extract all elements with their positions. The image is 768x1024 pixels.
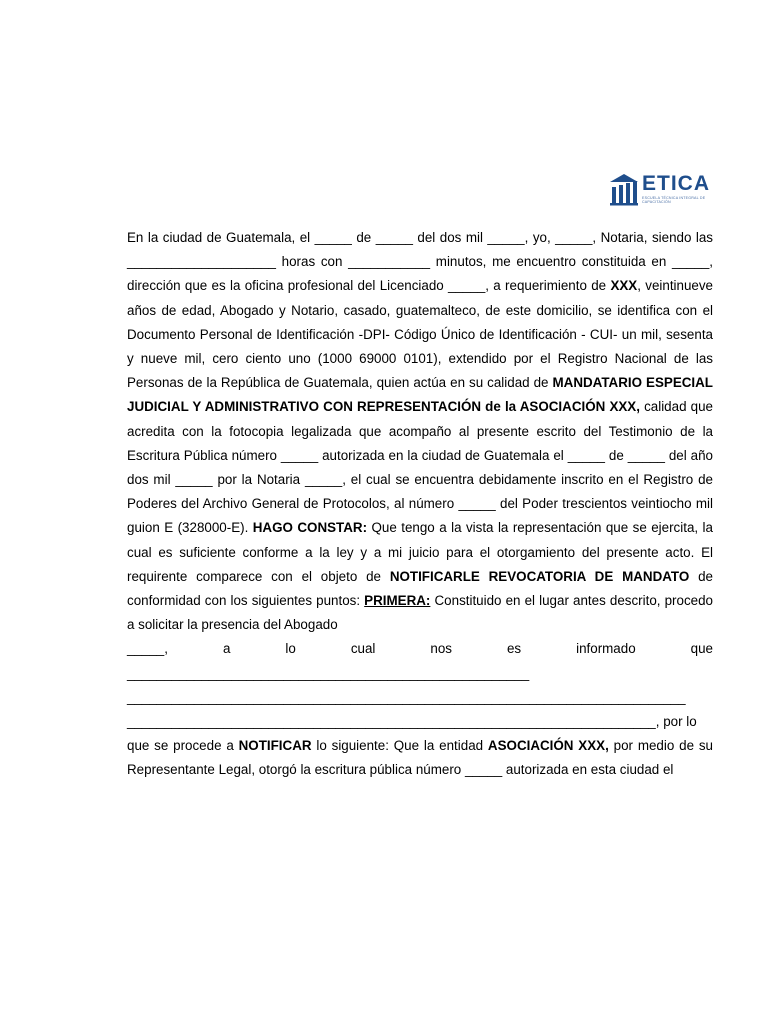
- text-segment: Que tengo a la vista la representación que se ejercita, la cual es suficiente conforme a la ley y a mi juicio para el otorgamiento del presente acto. El requirente comparece con el objeto de: [127, 520, 713, 584]
- document-body: [127, 226, 713, 783]
- logo-wordmark: ETICA: [642, 172, 710, 195]
- text-segment: Constituido en el lugar antes descrito, procedo a solicitar la presencia del Abogado: [127, 593, 713, 633]
- etica-logo: [609, 170, 717, 210]
- blank-line: _______________________________________________________________________, por lo: [127, 714, 697, 730]
- notificarle-bold: NOTIFICARLE REVOCATORIA DE MANDATO: [389, 568, 690, 584]
- text-segment: de conformidad con los siguientes puntos:: [127, 568, 713, 609]
- client-name-bold: XXX: [610, 278, 638, 294]
- mandatario-bold: MANDATARIO ESPECIAL JUDICIAL Y ADMINISTRATIVO CON REPRESENTACIÓN de la ASOCIACIÓN XXX,: [127, 375, 713, 415]
- notificar-bold: NOTIFICAR: [238, 738, 312, 754]
- building-chart-icon: [609, 172, 639, 206]
- text-segment: que se procede a: [127, 738, 239, 754]
- blank-line: ______________________________________________________: [127, 665, 530, 681]
- informado-line: _____, a lo cual nos es informado que: [127, 641, 713, 657]
- logo-tagline: ESCUELA TÉCNICA INTEGRAL DE CAPACITACIÓN: [642, 196, 706, 205]
- hago-constar-bold: HAGO CONSTAR:: [252, 520, 368, 536]
- text-segment: , veintinueve años de edad, Abogado y Notario, casado, guatemalteco, de este domicilio, se identifica con el Documento Personal de Identificación -DPI- Código Único de Identificación - CUI- un mil, sesenta y nueve mil, cero ciento uno (1000 69000 0101), extendido por el Registro Nacional de las Personas de la República de Guatemala, quien actúa en su calidad de: [127, 278, 714, 391]
- text-segment: En la ciudad de Guatemala, el _____ de _____ del dos mil _____, yo, _____, Notaria, siendo las ____________________ horas con ___________ minutos, me encuentro constituida en _____, dirección que es la oficina profesional del Licenciado _____, a requerimiento de: [127, 230, 713, 294]
- text-segment: calidad que acredita con la fotocopia legalizada que acompaño al presente escrito del Testimonio de la Escritura Pública número _____ autorizada en la ciudad de Guatemala el _____ de _____ del año dos mil _____ por la Notaria _____, el cual se encuentra debidamente inscrito en el Registro de Poderes del Archivo General de Protocolos, al número _____ del Poder trescientos veintiocho mil guion E (328000-E).: [127, 399, 713, 536]
- closing-paragraph: [127, 734, 713, 782]
- blank-line: ___________________________________________________________________________: [127, 689, 686, 705]
- primera-heading: PRIMERA:: [364, 593, 431, 609]
- main-paragraph: [127, 226, 713, 637]
- text-segment: por medio de su Representante Legal, otorgó la escritura pública número _____ autorizada en esta ciudad el: [127, 738, 713, 778]
- asociacion-bold: ASOCIACIÓN XXX,: [487, 738, 609, 754]
- text-segment: lo siguiente: Que la entidad: [311, 738, 488, 754]
